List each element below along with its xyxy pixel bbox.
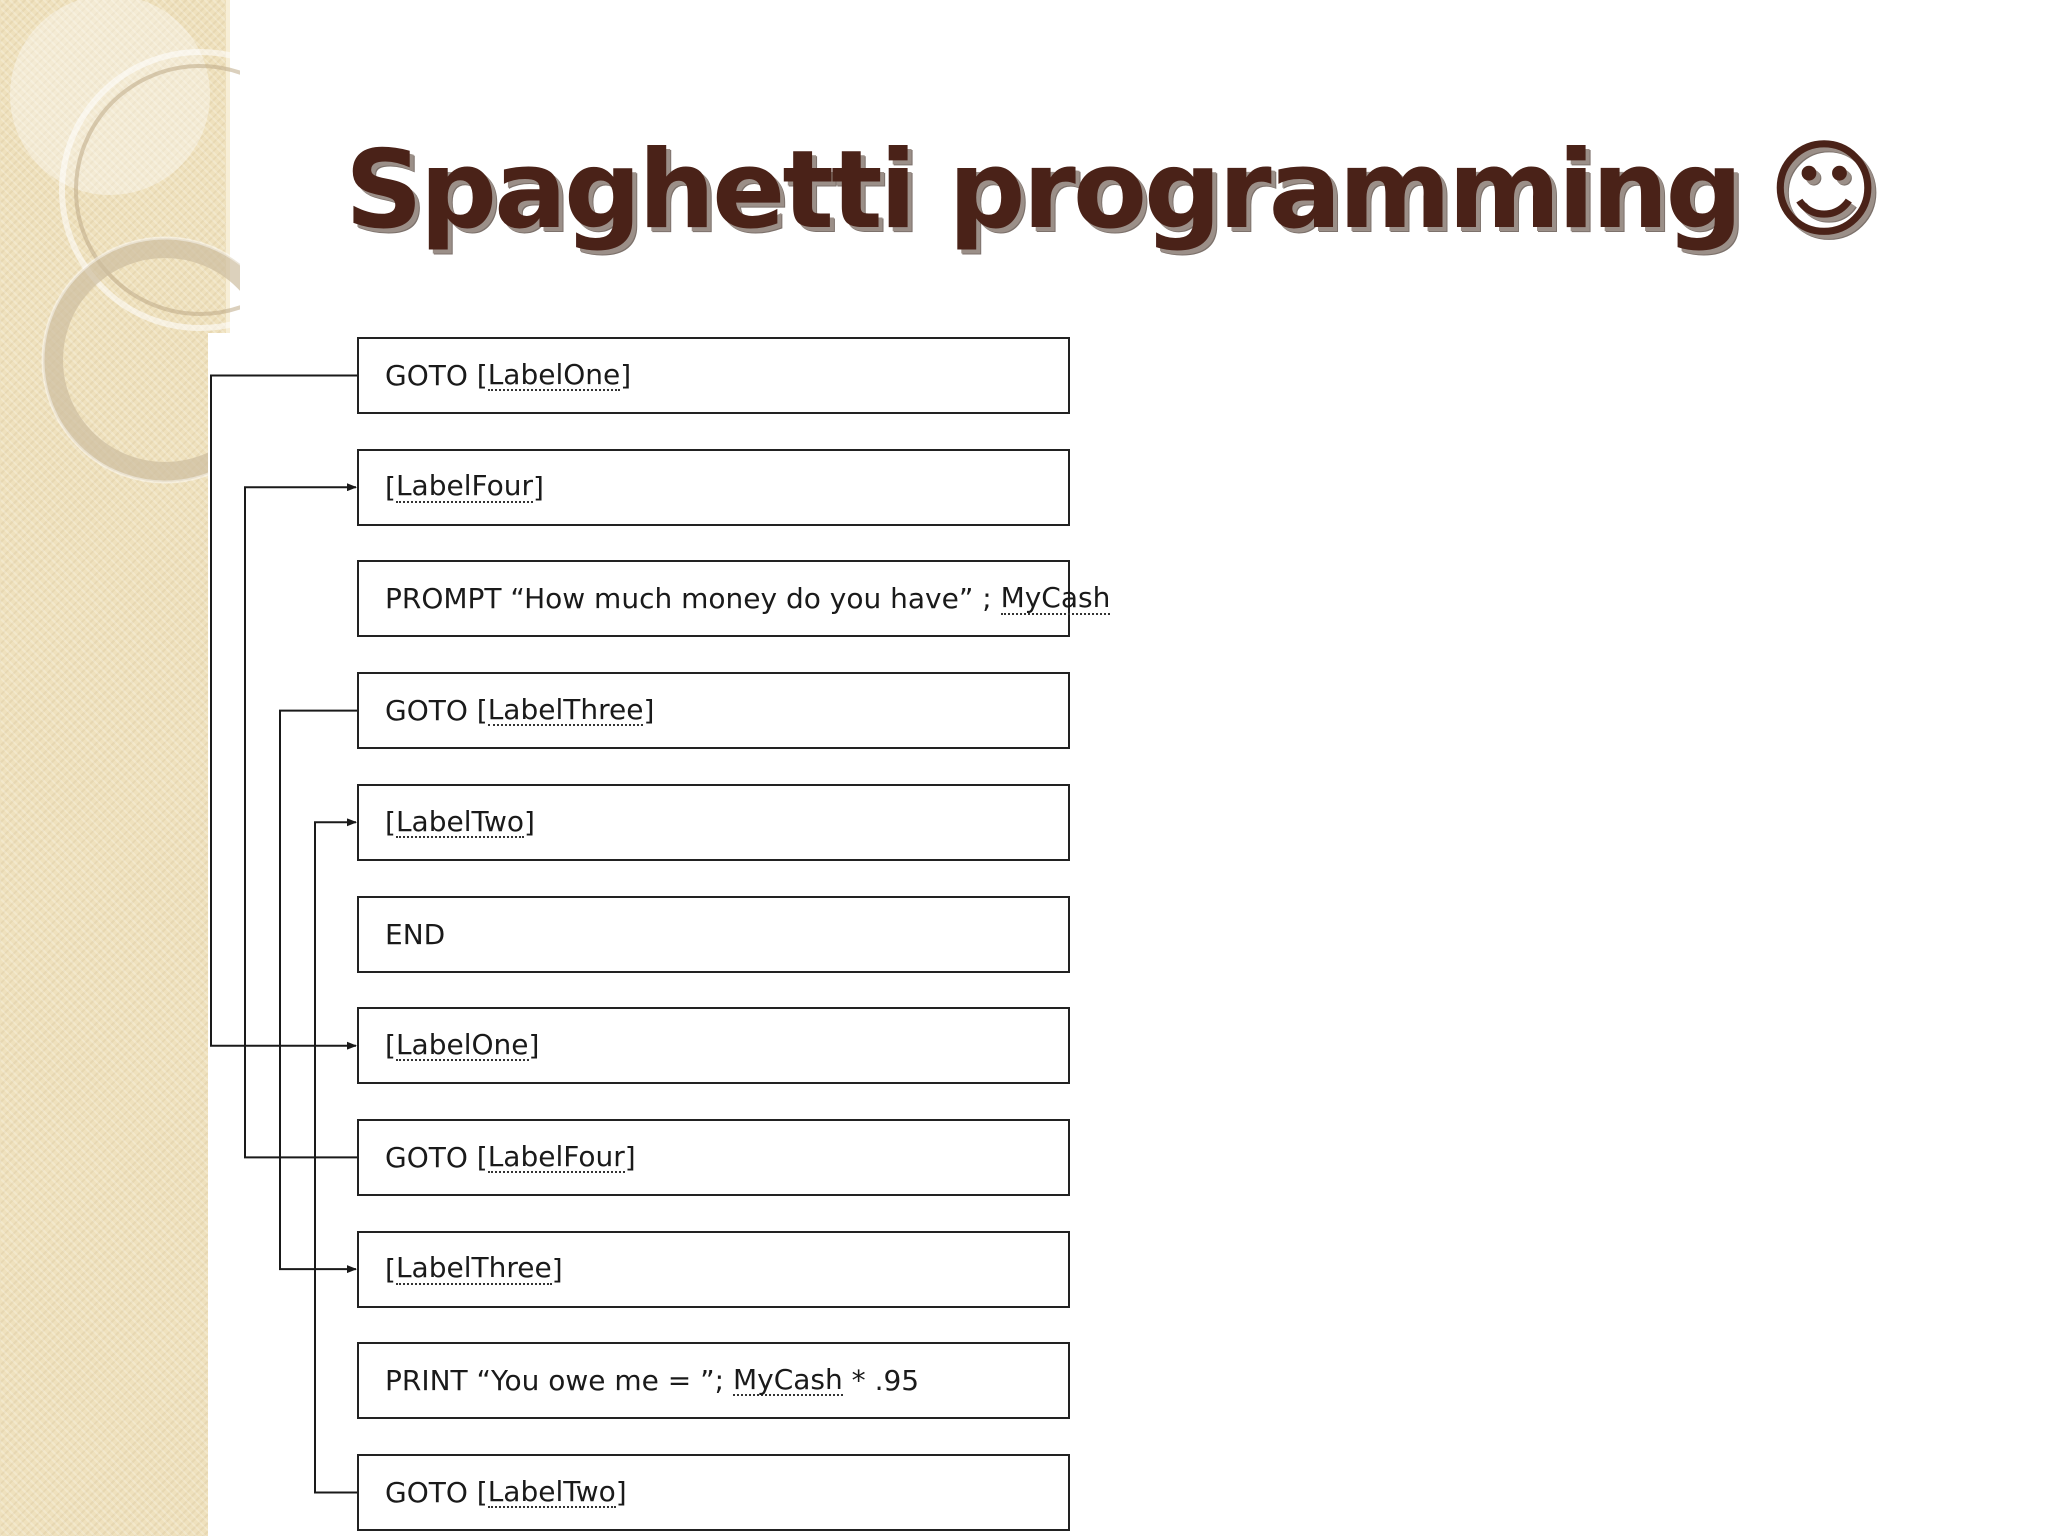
goto-arrow [280, 711, 357, 1270]
code-box [357, 337, 1070, 414]
code-text: ] [523, 805, 535, 839]
code-text: END [385, 917, 446, 951]
code-text: ] [528, 1029, 540, 1063]
code-text: PROMPT “How much money do you have” ; [385, 582, 1001, 616]
code-text: [ [385, 1029, 396, 1063]
code-text: GOTO [ [385, 694, 488, 728]
code-box [357, 672, 1070, 749]
code-box [357, 560, 1111, 637]
code-box [357, 1454, 1070, 1531]
code-text: [ [385, 1252, 396, 1286]
label-identifier: LabelTwo [487, 1474, 616, 1508]
smiley-face-icon: ☺ [1767, 128, 1878, 253]
code-box [357, 1342, 1070, 1419]
code-text: ] [615, 1476, 627, 1509]
code-box [357, 1007, 1070, 1084]
label-identifier: LabelFour [487, 1139, 625, 1173]
code-text: ] [532, 470, 544, 504]
code-text: ] [620, 359, 632, 392]
label-identifier: MyCash [732, 1363, 843, 1397]
code-text: GOTO [ [385, 1476, 488, 1509]
code-text: [ [385, 805, 396, 839]
label-identifier: LabelOne [487, 357, 621, 391]
code-box [357, 784, 1070, 861]
code-box [357, 1119, 1070, 1196]
label-identifier: LabelOne [395, 1027, 529, 1061]
code-text: ] [624, 1140, 636, 1174]
label-identifier: LabelThree [487, 692, 644, 726]
code-text: ] [643, 694, 655, 728]
slide-title-text: Spaghetti programming [345, 128, 1740, 253]
code-box [357, 896, 1070, 973]
code-text: GOTO [ [385, 1140, 488, 1174]
code-box [357, 1231, 1070, 1308]
code-text: * .95 [842, 1364, 920, 1398]
label-identifier: LabelFour [395, 469, 533, 503]
code-text: GOTO [ [385, 359, 488, 392]
label-identifier: MyCash [1000, 581, 1111, 615]
label-identifier: LabelTwo [395, 804, 524, 838]
code-text: ] [551, 1252, 563, 1286]
label-identifier: LabelThree [395, 1251, 552, 1285]
code-text: [ [385, 470, 396, 504]
code-box [357, 449, 1070, 526]
code-text: PRINT “You owe me = ”; [385, 1364, 733, 1398]
